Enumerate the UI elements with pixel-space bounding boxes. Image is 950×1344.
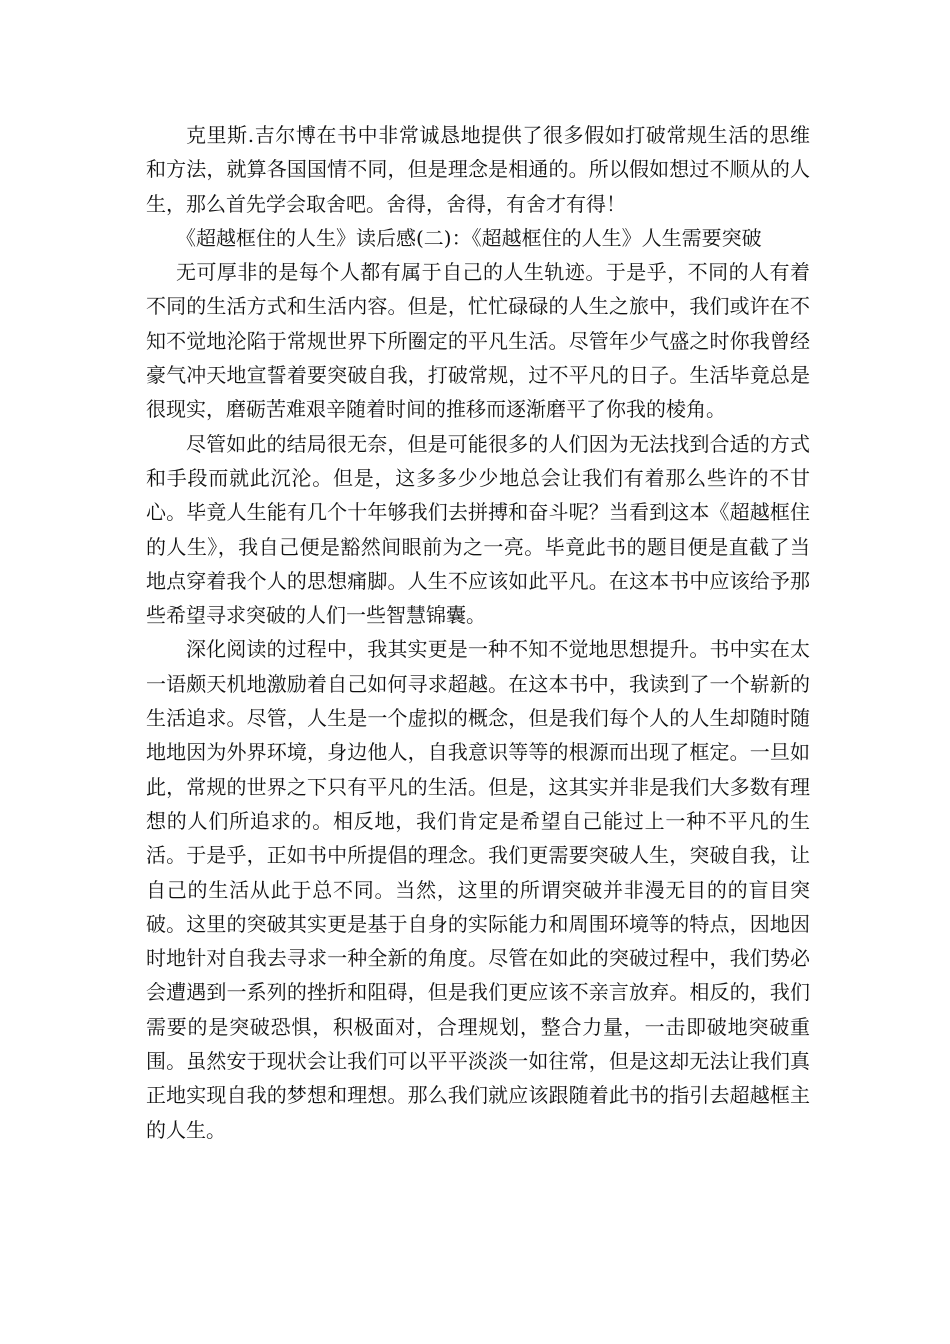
section-heading: 《超越框住的人生》读后感(二)：《超越框住的人生》人生需要突破 (176, 225, 762, 250)
paragraph-2: 无可厚非的是每个人都有属于自己的人生轨迹。于是乎，不同的人有着不同的生活方式和生活内容。但是，忙忙碌碌的人生之旅中，我们或许在不知不觉地沦陷于常规世界下所圈定的平凡生活。尽管年少气盛之时你我曾经豪气冲天地宣誓着要突破自我，打破常规，过不平凡的日子。生活毕竟总是很现实，磨砺苦难艰辛随着时间的推移而逐渐磨平了你我的棱角。 (146, 260, 810, 422)
paragraph-3: 尽管如此的结局很无奈，但是可能很多的人们因为无法找到合适的方式和手段而就此沉沦。但是，这多多少少地总会让我们有着那么些许的不甘心。毕竟人生能有几个十年够我们去拼搏和奋斗呢？当看到这本《超越框住的人生》，我自己便是豁然间眼前为之一亮。毕竟此书的题目便是直截了当地点穿着我个人的思想痛脚。人生不应该如此平凡。在这本书中应该给予那些希望寻求突破的人们一些智慧锦囊。 (146, 431, 810, 628)
document-body (146, 118, 810, 1147)
paragraph-4: 深化阅读的过程中，我其实更是一种不知不觉地思想提升。书中实在太一语颇天机地激励着自己如何寻求超越。在这本书中，我读到了一个崭新的生活追求。尽管，人生是一个虚拟的概念，但是我们每个人的人生却随时随地地因为外界环境，身边他人，自我意识等等的根源而出现了框定。一旦如此，常规的世界之下只有平凡的生活。但是，这其实并非是我们大多数有理想的人们所追求的。相反地，我们肯定是希望自己能过上一种不平凡的生活。于是乎，正如书中所提倡的理念。我们更需要突破人生，突破自我，让自己的生活从此于总不同。当然，这里的所谓突破并非漫无目的的盲目突破。这里的突破其实更是基于自身的实际能力和周围环境等的特点，因地因时地针对自我去寻求一种全新的角度。尽管在如此的突破过程中，我们势必会遭遇到一系列的挫折和阻碍，但是我们更应该不亲言放弃。相反的，我们需要的是突破恐惧，积极面对，合理规划，整合力量，一击即破地突破重围。虽然安于现状会让我们可以平平淡淡一如往常，但是这却无法让我们真正地实现自我的梦想和理想。那么我们就应该跟随着此书的指引去超越框主的人生。 (146, 637, 810, 1142)
paragraph-1: 克里斯.吉尔博在书中非常诚恳地提供了很多假如打破常规生活的思维和方法，就算各国国情不同，但是理念是相通的。所以假如想过不顺从的人生，那么首先学会取舍吧。舍得，舍得，有舍才有得！ (146, 123, 810, 216)
